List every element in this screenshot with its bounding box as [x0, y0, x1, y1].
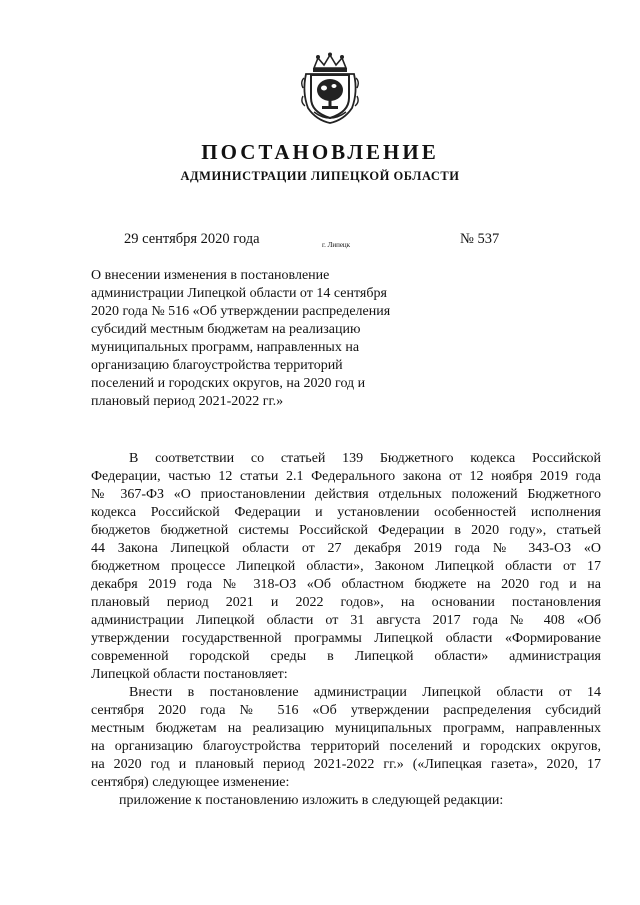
- body-line: Внести в постановление администрации Липецкой области от 14: [129, 685, 601, 700]
- body-line: кодекса Российской Федерации и установлении особенностей исполнения: [91, 505, 601, 520]
- body-line: Федерации, частью 12 статьи 2.1 Федерального закона от 12 ноября 2019 года: [91, 469, 601, 484]
- heading-line: О внесении изменения в постановление: [91, 268, 330, 283]
- heading-line: муниципальных программ, направленных на: [91, 340, 360, 355]
- document-city: г. Липецк: [322, 241, 351, 249]
- body-line: сентября) следующее изменение:: [91, 775, 290, 790]
- body-line: В соответствии со статьей 139 Бюджетного кодекса Российской: [129, 451, 601, 466]
- heading-line: администрации Липецкой области от 14 сентября: [91, 286, 387, 301]
- heading-line: субсидий местным бюджетам на реализацию: [91, 322, 361, 337]
- body-line: плановый период 2021 и 2022 годов», на основании постановления: [91, 595, 601, 610]
- coat-of-arms-icon: [300, 52, 360, 124]
- body-line: декабря 2019 года № 318-ОЗ «Об областном бюджете на 2020 год и на: [91, 577, 601, 592]
- heading-line: плановый период 2021-2022 гг.»: [91, 394, 284, 409]
- body-line: № 367-ФЗ «О приостановлении действия отдельных положений Бюджетного: [91, 487, 601, 502]
- heading-line: поселений и городских округов, на 2020 год и: [91, 376, 366, 391]
- issuing-authority: АДМИНИСТРАЦИИ ЛИПЕЦКОЙ ОБЛАСТИ: [180, 169, 460, 183]
- body-line: администрации Липецкой области от 31 августа 2017 года № 408 «Об: [91, 613, 601, 628]
- body-line: на организацию благоустройства территорий поселений и городских округов,: [91, 739, 601, 754]
- heading-line: организацию благоустройства территорий: [91, 358, 343, 373]
- body-line: утверждении государственной программы Липецкой области «Формирование: [91, 631, 601, 646]
- document-number: № 537: [460, 231, 500, 247]
- body-line: Липецкой области постановляет:: [91, 667, 288, 682]
- body-line: сентября 2020 года № 516 «Об утверждении распределения субсидий: [91, 703, 601, 718]
- body-line: на 2020 год и плановый период 2021-2022 гг.» («Липецкая газета», 2020, 17: [91, 757, 601, 772]
- document-title: ПОСТАНОВЛЕНИЕ: [201, 140, 439, 164]
- document-body: [91, 450, 601, 810]
- body-line: современной городской среды в Липецкой области» администрация: [91, 649, 601, 664]
- document-date: 29 сентября 2020 года: [124, 231, 260, 247]
- body-line: бюджетов бюджетной системы Российской Федерации в 2020 году», статьей: [91, 523, 601, 538]
- body-line: приложение к постановлению изложить в следующей редакции:: [119, 793, 504, 808]
- heading-line: 2020 года № 516 «Об утверждении распределения: [91, 304, 391, 319]
- document-heading: [91, 267, 436, 411]
- body-line: бюджетном процессе Липецкой области», Законом Липецкой области от 17: [91, 559, 601, 574]
- body-line: 44 Закона Липецкой области от 27 декабря 2019 года № 343-ОЗ «О: [91, 541, 601, 556]
- body-line: местным бюджетам на реализацию муниципальных программ, направленных: [91, 721, 601, 736]
